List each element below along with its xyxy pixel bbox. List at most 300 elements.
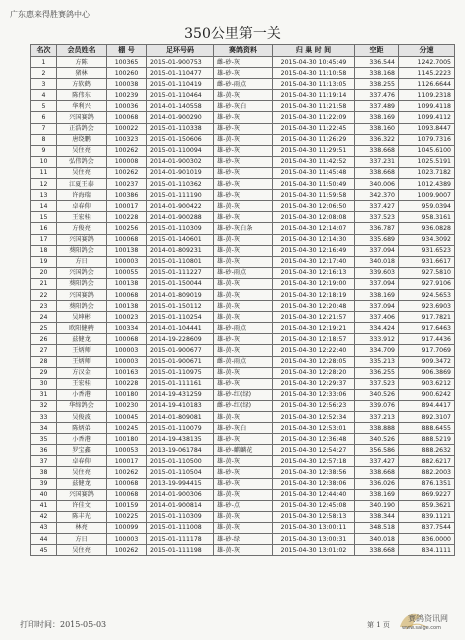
loft-id-cell: 100068 [107,489,147,500]
pigeon-info-cell: 雄-黄-灰 [214,289,273,300]
loft-id-cell: 100262 [107,545,147,556]
pigeon-info-cell: 雄-砂-灰 [214,145,273,156]
rank-cell: 16 [31,223,57,234]
rank-cell: 41 [31,500,57,511]
arrival-time-cell: 2015-04-30 12:53:01 [273,423,355,434]
member-name-cell: 方汉金 [57,367,107,378]
table-row [31,190,455,201]
rank-cell: 27 [31,345,57,356]
arrival-time-cell: 2015-04-30 12:54:27 [273,445,355,456]
distance-cell: 334.709 [355,345,399,356]
table-row [31,289,455,300]
member-name-cell: 王炳师 [57,345,107,356]
pigeon-info-cell: 雄-黄-灰 [214,301,273,312]
arrival-time-cell: 2015-04-30 12:16:49 [273,245,355,256]
speed-cell: 959.0394 [399,201,455,212]
speed-cell: 1012.4389 [399,179,455,190]
distance-cell: 338.668 [355,545,399,556]
loft-id-cell: 100036 [107,101,147,112]
table-row [31,456,455,467]
rank-cell: 21 [31,278,57,289]
ring-number-cell: 2015-01-111008 [147,522,214,533]
arrival-time-cell: 2015-04-30 12:36:48 [273,434,355,445]
table-row [31,134,455,145]
speed-cell: 923.6903 [399,301,455,312]
pigeon-info-cell: 雄-黄-灰 [214,545,273,556]
arrival-time-cell: 2015-04-30 12:58:13 [273,511,355,522]
loft-id-cell: 100323 [107,134,147,145]
member-name-cell: 正浩鸽会 [57,123,107,134]
speed-cell: 892.3107 [399,412,455,423]
pigeon-info-cell: 雄-砂-灰 [214,467,273,478]
speed-cell: 1099.4118 [399,101,455,112]
distance-cell: 338.668 [355,167,399,178]
member-name-cell: 吴住亮 [57,167,107,178]
table-row [31,467,455,478]
ring-number-cell: 2014-19-438135 [147,434,214,445]
member-name-cell: 兴国鸽会 [57,267,107,278]
table-row [31,500,455,511]
distance-cell: 335.213 [355,356,399,367]
distance-cell: 337.213 [355,412,399,423]
rank-cell: 44 [31,534,57,545]
speed-cell: 1023.7182 [399,167,455,178]
distance-cell: 337.094 [355,245,399,256]
ring-number-cell: 2015-01-110309 [147,511,214,522]
distance-cell: 338.169 [355,289,399,300]
rank-cell: 26 [31,334,57,345]
member-name-cell: 陈炳弟 [57,423,107,434]
ring-number-cell: 2015-01-111190 [147,190,214,201]
pigeon-info-cell: 雄-黄-灰 [214,256,273,267]
speed-cell: 917.4436 [399,334,455,345]
distance-cell: 337.523 [355,378,399,389]
distance-cell: 337.231 [355,156,399,167]
distance-cell: 337.523 [355,212,399,223]
table-row [31,123,455,134]
arrival-time-cell: 2015-04-30 12:44:40 [273,489,355,500]
loft-id-cell: 100260 [107,68,147,79]
loft-id-cell: 100180 [107,389,147,400]
arrival-time-cell: 2015-04-30 13:00:31 [273,534,355,545]
distance-cell: 356.586 [355,445,399,456]
speed-cell: 836.0000 [399,534,455,545]
loft-id-cell: 100023 [107,312,147,323]
page-number: 第 1 页 [367,621,390,629]
rank-cell: 6 [31,112,57,123]
member-name-cell: 方软鹤 [57,79,107,90]
pigeon-info-cell: 雌-砂-灰 [214,57,273,68]
rank-cell: 15 [31,212,57,223]
arrival-time-cell: 2015-04-30 11:10:58 [273,68,355,79]
pigeon-info-cell: 雄-砂-灰 [214,212,273,223]
arrival-time-cell: 2015-04-30 12:16:13 [273,267,355,278]
arrival-time-cell: 2015-04-30 12:56:23 [273,400,355,411]
loft-id-cell: 100003 [107,345,147,356]
arrival-time-cell: 2015-04-30 11:59:58 [273,190,355,201]
arrival-time-cell: 2015-04-30 12:38:56 [273,467,355,478]
distance-cell: 337.094 [355,278,399,289]
loft-id-cell: 100159 [107,500,147,511]
speed-cell: 909.3472 [399,356,455,367]
ring-number-cell: 2015-01-150112 [147,301,214,312]
table-row [31,378,455,389]
arrival-time-cell: 2015-04-30 12:08:08 [273,212,355,223]
member-name-cell: 卓春仰 [57,456,107,467]
arrival-time-cell: 2015-04-30 12:57:18 [273,456,355,467]
ring-number-cell: 2015-01-110254 [147,312,214,323]
ring-number-cell: 2015-01-110801 [147,256,214,267]
table-row [31,256,455,267]
rank-cell: 12 [31,179,57,190]
ring-number-cell: 2015-01-110362 [147,179,214,190]
rank-cell: 13 [31,190,57,201]
pigeon-info-cell: 雄-砂-麒麟花 [214,445,273,456]
member-name-cell: 兹健龙 [57,334,107,345]
distance-cell: 338.169 [355,112,399,123]
rank-cell: 36 [31,445,57,456]
speed-cell: 888.5219 [399,434,455,445]
ring-number-cell: 2015-01-110464 [147,90,214,101]
member-name-cell: 唐绕鹏 [57,134,107,145]
arrival-time-cell: 2015-04-30 12:38:06 [273,478,355,489]
distance-cell: 338.169 [355,489,399,500]
pigeon-info-cell: 雄-砂-绿 [214,534,273,545]
member-name-cell: 陈丰光 [57,511,107,522]
loft-id-cell: 100138 [107,301,147,312]
ring-number-cell: 2014-01-900290 [147,112,214,123]
distance-cell: 342.370 [355,190,399,201]
distance-cell: 340.018 [355,256,399,267]
pigeon-info-cell: 雄-砂-灰 [214,434,273,445]
org-name: 广东惠来得胜赛鸽中心 [10,10,90,19]
distance-cell: 339.603 [355,267,399,278]
table-row [31,278,455,289]
arrival-time-cell: 2015-04-30 13:01:02 [273,545,355,556]
pigeon-info-cell: 雄-黄-灰 [214,412,273,423]
member-name-cell: 方日 [57,534,107,545]
ring-number-cell: 2015-01-900671 [147,356,214,367]
arrival-time-cell: 2015-04-30 12:14:30 [273,234,355,245]
speed-cell: 882.6217 [399,456,455,467]
member-name-cell: 弘伟鸽会 [57,156,107,167]
table-row [31,301,455,312]
table-row [31,101,455,112]
speed-cell: 859.3621 [399,500,455,511]
speed-cell: 834.1111 [399,545,455,556]
table-row [31,245,455,256]
loft-id-cell: 100163 [107,367,147,378]
column-header: 足环号码 [147,45,214,57]
distance-cell: 336.322 [355,134,399,145]
ring-number-cell: 2015-01-900753 [147,57,214,68]
member-name-cell: 卓春仰 [57,201,107,212]
speed-cell: 888.2632 [399,445,455,456]
member-name-cell: 华缔鸽会 [57,400,107,411]
speed-cell: 1093.8447 [399,123,455,134]
distance-cell: 338.168 [355,68,399,79]
member-name-cell: 许海瑞 [57,190,107,201]
table-row [31,412,455,423]
member-name-cell: 王宏桂 [57,378,107,389]
arrival-time-cell: 2015-04-30 12:33:06 [273,389,355,400]
rank-cell: 25 [31,323,57,334]
arrival-time-cell: 2015-04-30 11:19:14 [273,90,355,101]
member-name-cell: 葵阳鸽会 [57,245,107,256]
rank-cell: 33 [31,412,57,423]
table-row [31,545,455,556]
rank-cell: 23 [31,301,57,312]
loft-id-cell: 100239 [107,90,147,101]
member-name-cell: 许佳文 [57,500,107,511]
ring-number-cell: 2014-19-410183 [147,400,214,411]
table-row [31,267,455,278]
speed-cell: 934.3092 [399,234,455,245]
rank-cell: 17 [31,234,57,245]
member-name-cell: 王炳师 [57,356,107,367]
table-row [31,223,455,234]
table-row [31,323,455,334]
rank-cell: 40 [31,489,57,500]
member-name-cell: 江夏王泰 [57,179,107,190]
ring-number-cell: 2015-01-111161 [147,378,214,389]
print-date: 打印时间：2015-05-03 [20,620,107,629]
member-name-cell: 罗宝鑫 [57,445,107,456]
speed-cell: 1045.6100 [399,145,455,156]
loft-id-cell: 100099 [107,522,147,533]
distance-cell: 338.255 [355,79,399,90]
ring-number-cell: 2014-01-900306 [147,489,214,500]
rank-cell: 38 [31,467,57,478]
member-name-cell: 葵阳鸽会 [57,278,107,289]
speed-cell: 903.6212 [399,378,455,389]
distance-cell: 339.076 [355,400,399,411]
rank-cell: 45 [31,545,57,556]
speed-cell: 931.6523 [399,245,455,256]
pigeon-info-cell: 雄-砂-雨点 [214,323,273,334]
pigeon-info-cell: 雄-黄-灰 [214,489,273,500]
table-header-row [31,45,455,57]
member-name-cell: 吴住亮 [57,145,107,156]
loft-id-cell: 100262 [107,167,147,178]
ring-number-cell: 2015-01-110500 [147,456,214,467]
arrival-time-cell: 2015-04-30 12:21:57 [273,312,355,323]
distance-cell: 334.424 [355,323,399,334]
loft-id-cell: 100053 [107,445,147,456]
table-row [31,68,455,79]
pigeon-info-cell: 雄-砂-灰 [214,478,273,489]
loft-id-cell: 100038 [107,79,147,90]
ring-number-cell: 2015-01-111227 [147,267,214,278]
pigeon-info-cell: 雄-砂-灰白条 [214,223,273,234]
loft-id-cell: 100334 [107,323,147,334]
speed-cell: 837.7544 [399,522,455,533]
speed-cell: 1099.4112 [399,112,455,123]
member-name-cell: 吴住亮 [57,545,107,556]
ring-number-cell: 2014-01-140558 [147,101,214,112]
loft-id-cell: 100386 [107,190,147,201]
pigeon-info-cell: 雄-黄-灰 [214,345,273,356]
speed-cell: 917.6463 [399,323,455,334]
pigeon-info-cell: 雄-砂-灰 [214,112,273,123]
distance-cell: 340.526 [355,434,399,445]
arrival-time-cell: 2015-04-30 11:45:48 [273,167,355,178]
table-row [31,434,455,445]
loft-id-cell: 100237 [107,179,147,190]
rank-cell: 7 [31,123,57,134]
arrival-time-cell: 2015-04-30 12:52:34 [273,412,355,423]
pigeon-info-cell: 雄-黄-灰 [214,278,273,289]
ring-number-cell: 2015-01-110309 [147,223,214,234]
member-name-cell: 葵阳鸽会 [57,301,107,312]
table-row [31,112,455,123]
ring-number-cell: 2015-01-110504 [147,467,214,478]
member-name-cell: 猪林 [57,68,107,79]
speed-cell: 936.0828 [399,223,455,234]
table-row [31,389,455,400]
member-name-cell: 方陈 [57,57,107,68]
arrival-time-cell: 2015-04-30 11:22:09 [273,112,355,123]
speed-cell: 869.9227 [399,489,455,500]
ring-number-cell: 2015-01-110079 [147,423,214,434]
distance-cell: 336.026 [355,478,399,489]
rank-cell: 28 [31,356,57,367]
loft-id-cell: 100017 [107,456,147,467]
pigeon-info-cell: 雄-砂-灰 [214,179,273,190]
pigeon-info-cell: 雄-砂-点 [214,500,273,511]
distance-cell: 348.518 [355,522,399,533]
ring-number-cell: 2015-01-110094 [147,145,214,156]
rank-cell: 35 [31,434,57,445]
ring-number-cell: 2014-01-809231 [147,245,214,256]
rank-cell: 10 [31,156,57,167]
distance-cell: 337.489 [355,101,399,112]
distance-cell: 338.160 [355,123,399,134]
rank-cell: 9 [31,145,57,156]
distance-cell: 340.526 [355,389,399,400]
table-row [31,489,455,500]
member-name-cell: 兴国赛鸽 [57,234,107,245]
table-row [31,356,455,367]
ring-number-cell: 2014-01-900288 [147,212,214,223]
pigeon-info-cell: 雄-黄-灰 [214,367,273,378]
arrival-time-cell: 2015-04-30 11:50:49 [273,179,355,190]
ring-number-cell: 2015-01-900677 [147,345,214,356]
arrival-time-cell: 2015-04-30 12:14:07 [273,223,355,234]
loft-id-cell: 100003 [107,256,147,267]
rank-cell: 11 [31,167,57,178]
column-header: 归 巢 时 间 [273,45,355,57]
ring-number-cell: 2014-01-809081 [147,412,214,423]
member-name-cell: 林亮 [57,522,107,533]
arrival-time-cell: 2015-04-30 11:26:29 [273,134,355,145]
pigeon-info-cell: 雄-黄-灰 [214,312,273,323]
loft-id-cell: 100068 [107,478,147,489]
distance-cell: 338.668 [355,467,399,478]
arrival-time-cell: 2015-04-30 12:28:05 [273,356,355,367]
ring-number-cell: 2014-01-809019 [147,289,214,300]
table-row [31,90,455,101]
distance-cell: 336.255 [355,367,399,378]
ring-number-cell: 2015-01-110477 [147,68,214,79]
loft-id-cell: 100225 [107,511,147,522]
ring-number-cell: 2015-01-150606 [147,134,214,145]
pigeon-info-cell: 雄-黄-灰 [214,201,273,212]
ring-number-cell: 2014-01-901019 [147,167,214,178]
member-name-cell: 兹健龙 [57,478,107,489]
member-name-cell: 吴坤彬 [57,312,107,323]
speed-cell: 917.7821 [399,312,455,323]
arrival-time-cell: 2015-04-30 12:18:19 [273,289,355,300]
loft-id-cell: 100228 [107,378,147,389]
rank-cell: 37 [31,456,57,467]
rank-cell: 18 [31,245,57,256]
speed-cell: 1145.2223 [399,68,455,79]
table-row [31,312,455,323]
pigeon-info-cell: 雄-黄-灰 [214,245,273,256]
pigeon-info-cell: 雄-砂-灰 [214,167,273,178]
results-table [30,44,455,556]
speed-cell: 1079.7316 [399,134,455,145]
distance-cell: 340.018 [355,534,399,545]
arrival-time-cell: 2015-04-30 11:22:45 [273,123,355,134]
table-row [31,367,455,378]
loft-id-cell: 100138 [107,245,147,256]
distance-cell: 338.888 [355,423,399,434]
pigeon-info-cell: 雄-砂-灰 [214,378,273,389]
table-row [31,79,455,90]
table-row [31,445,455,456]
distance-cell: 337.427 [355,456,399,467]
ring-number-cell: 2015-01-111198 [147,545,214,556]
distance-cell: 340.006 [355,179,399,190]
loft-id-cell: 100365 [107,57,147,68]
pigeon-info-cell: 雄-砂-红(绿) [214,389,273,400]
member-name-cell: 陈伟东 [57,90,107,101]
speed-cell: 882.2003 [399,467,455,478]
table-row [31,534,455,545]
rank-cell: 39 [31,478,57,489]
speed-cell: 1109.2318 [399,90,455,101]
loft-id-cell: 100017 [107,201,147,212]
ring-number-cell: 2013-19-994415 [147,478,214,489]
distance-cell: 340.190 [355,500,399,511]
speed-cell: 958.3161 [399,212,455,223]
table-row [31,478,455,489]
table-row [31,179,455,190]
arrival-time-cell: 2015-04-30 12:20:48 [273,301,355,312]
table-row [31,57,455,68]
rank-cell: 29 [31,367,57,378]
logo-text: 赛鸽资讯网 [408,614,448,623]
loft-id-cell: 100003 [107,534,147,545]
speed-cell: 1025.5191 [399,156,455,167]
rank-cell: 1 [31,57,57,68]
rank-cell: 24 [31,312,57,323]
arrival-time-cell: 2015-04-30 11:21:58 [273,101,355,112]
loft-id-cell: 100068 [107,334,147,345]
rank-cell: 14 [31,201,57,212]
table-row [31,201,455,212]
distance-cell: 336.544 [355,57,399,68]
arrival-time-cell: 2015-04-30 11:42:52 [273,156,355,167]
arrival-time-cell: 2015-04-30 12:18:57 [273,334,355,345]
arrival-time-cell: 2015-04-30 12:45:08 [273,500,355,511]
ring-number-cell: 2014-19-228609 [147,334,214,345]
speed-cell: 931.6617 [399,256,455,267]
ring-number-cell: 2014-01-104441 [147,323,214,334]
member-name-cell: 王宏桂 [57,212,107,223]
